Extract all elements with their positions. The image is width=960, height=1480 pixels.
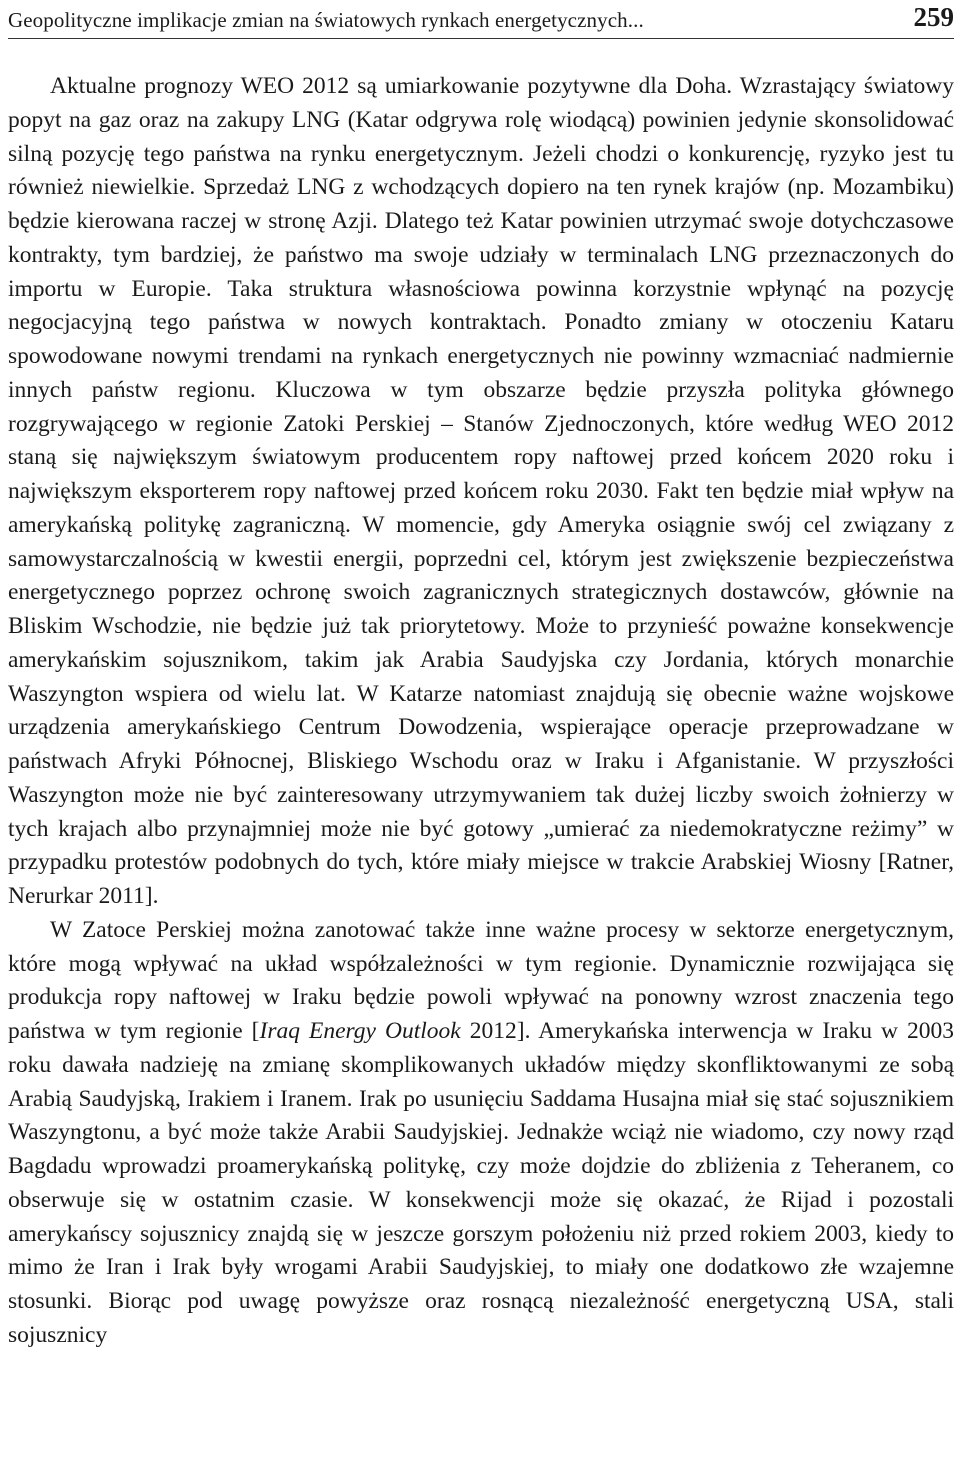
paragraph-2-text-b: 2012]. Amerykańska interwencja w Iraku w 2003 roku dawała nadzieję na zmianę skomplikowanych układów między skonfliktowanymi ze sobą Arabią Saudyjską, Irakiem i Iranem. Irak po usunięciu Saddama Husajna miał się stać sojusznikiem Waszyngtonu, a być może także Arabii Saudyjskiej. Jednakże wciąż nie wiadomo, czy nowy rząd Bagdadu wprowadzi proamerykańską politykę, czy może dojdzie do zbliżenia z Teheranem, co obserwuje się w ostatnim czasie. W konsekwencji może się okazać, że Rijad i pozostali amerykańscy sojusznicy znajdą się w jeszcze gorszym położeniu niż przed rokiem 2003, kiedy to mimo że Iran i Irak były wrogami Arabii Saudyjskiej, to miały one dodatkowo złe wzajemne stosunki. Biorąc pod uwagę powyższe oraz rosnącą niezależność energetyczną USA, stali sojusznicy — [8, 1018, 954, 1348]
document-page — [8, 0, 954, 1480]
running-header — [8, 2, 954, 39]
paragraph-1-text: Aktualne prognozy WEO 2012 są umiarkowanie pozytywne dla Doha. Wzrastający światowy popyt na gaz oraz na zakupy LNG (Katar odgrywa rolę wiodącą) powinien jedynie skonsolidować silną pozycję tego państwa na rynku energetycznym. Jeżeli chodzi o konkurencję, ryzyko jest tu również niewielkie. Sprzedaż LNG z wchodzących dopiero na ten rynek krajów (np. Mozambiku) będzie kierowana raczej w stronę Azji. Dlatego też Katar powinien utrzymać swoje dotychczasowe kontrakty, tym bardziej, że państwo ma swoje udziały w terminalach LNG przeznaczonych do importu w Europie. Taka struktura własnościowa powinna korzystnie wpłynąć na pozycję negocjacyjną tego państwa w nowych kontraktach. Ponadto zmiany w otoczeniu Kataru spowodowane nowymi trendami na rynkach energetycznych nie powinny wzmacniać nadmiernie innych państw regionu. Kluczowa w tym obszarze będzie przyszła polityka głównego rozgrywającego w regionie Zatoki Perskiej – Stanów Zjednoczonych, które według WEO 2012 staną się największym światowym producentem ropy naftowej przed końcem 2020 roku i największym eksporterem ropy naftowej przed końcem roku 2030. Fakt ten będzie miał wpływ na amerykańską politykę zagraniczną. W momencie, gdy Ameryka osiągnie swój cel związany z samowystarczalnością w kwestii energii, poprzedni cel, którym jest zwiększenie bezpieczeństwa energetycznego poprzez ochronę swoich zagranicznych strategicznych dostawców, głównie na Bliskim Wschodzie, nie będzie już tak priorytetowy. Może to przynieść poważne konsekwencje amerykańskim sojusznikom, takim jak Arabia Saudyjska czy Jordania, których monarchie Waszyngton wspiera od wielu lat. W Katarze natomiast znajdują się obecnie ważne wojskowe urządzenia amerykańskiego Centrum Dowodzenia, wspierające operacje przeprowadzane w państwach Afryki Północnej, Bliskiego Wschodu oraz w Iraku i Afganistanie. W przyszłości Waszyngton może nie być zainteresowany utrzymywaniem tak dużej liczby swoich żołnierzy w tych krajach albo przynajmniej może nie być gotowy „umierać za niedemokratyczne reżimy” w przypadku protestów podobnych do tych, które miały miejsce w trakcie Arabskiej Wiosny [Ratner, Nerurkar 2011]. — [8, 73, 954, 909]
paragraph-2 — [8, 914, 954, 1353]
running-title: Geopolityczne implikacje zmian na światowych rynkach energetycznych... — [8, 8, 644, 32]
paragraph-2-text-a: W Zatoce Perskiej można zanotować także inne ważne procesy w sektorze energetycznym, które mogą wpływać na układ współzależności w tym regionie. Dynamicznie rozwijająca się produkcja ropy naftowej w Iraku będzie powoli wpływać na ponowny wzrost znaczenia tego państwa w tym regionie [ — [8, 916, 954, 1044]
body-text — [8, 70, 954, 1353]
page-number: 259 — [913, 2, 954, 32]
citation-iraq-energy-outlook: Iraq Energy Outlook — [259, 1018, 461, 1044]
paragraph-1 — [8, 70, 954, 914]
